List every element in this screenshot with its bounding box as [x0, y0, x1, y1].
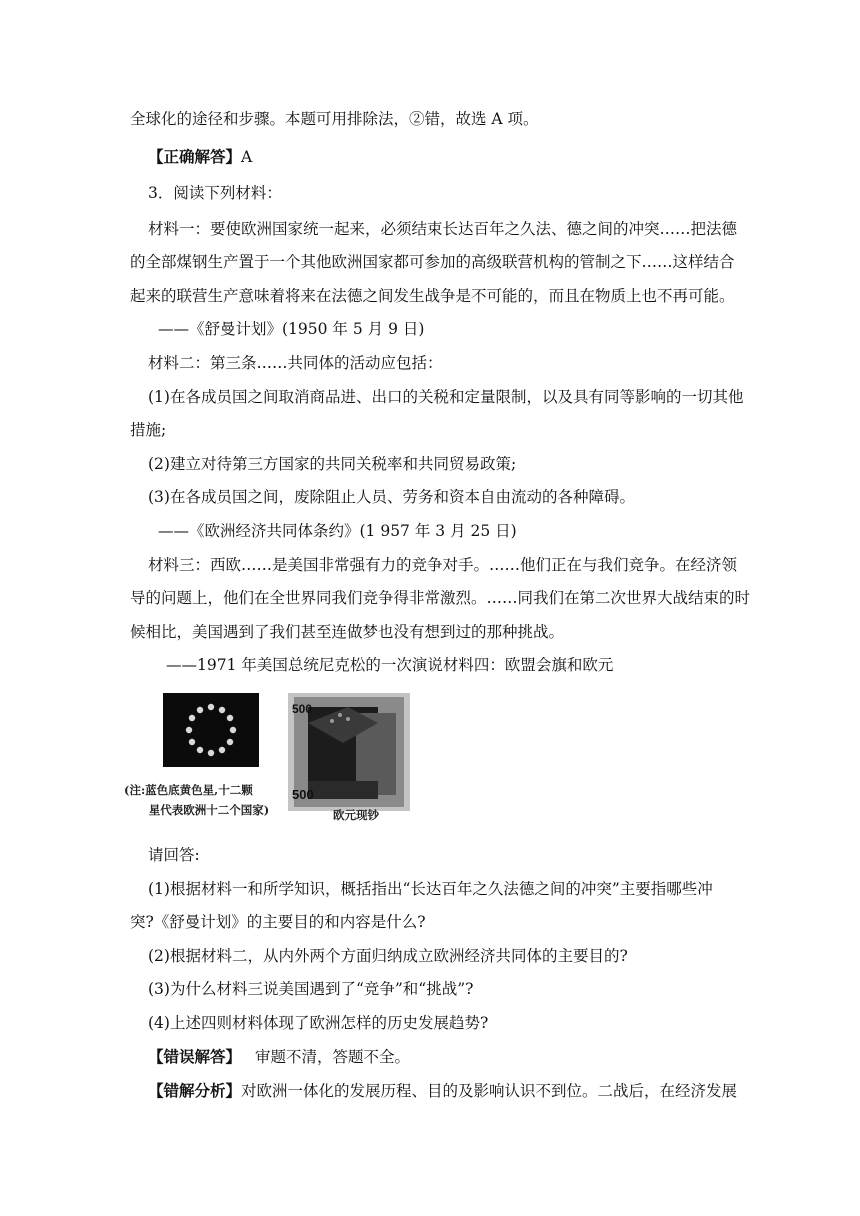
eu-flag-image [163, 693, 259, 767]
text-line-1: 全球化的途径和步骤。本题可用排除法，②错，故选 A 项。 [130, 110, 539, 128]
material-1-line-1: 材料一：要使欧洲国家统一起来，必须结束长达百年之久法、德之间的冲突……把法德 [148, 220, 738, 238]
error-analysis-text: 对欧洲一体化的发展历程、目的及影响认识不到位。二战后，在经济发展 [241, 1082, 738, 1100]
euro-banknote-image [288, 693, 410, 811]
material-2-item-1: (1)在各成员国之间取消商品进、出口的关税和定量限制，以及具有同等影响的一切其他 [148, 388, 744, 406]
error-analysis-label: 【错解分析】 [148, 1081, 242, 1100]
banknote-value-bottom: 500 [292, 787, 314, 802]
question-2: (2)根据材料二，从内外两个方面归纳成立欧洲经济共同体的主要目的? [148, 947, 628, 965]
material-3-source: ——1971 年美国总统尼克松的一次演说材料四：欧盟会旗和欧元 [166, 656, 614, 674]
material-3-line-1: 材料三：西欧……是美国非常强有力的竞争对手。……他们正在与我们竞争。在经济领 [148, 556, 738, 574]
error-analysis-line [148, 1081, 737, 1101]
material-1-source: ——《舒曼计划》(1950 年 5 月 9 日) [158, 320, 425, 338]
material-3-line-2: 导的问题上，他们在全世界同我们竞争得非常激烈。……同我们在第二次世界大战结束的时 [130, 589, 751, 607]
material-2-source: ——《欧洲经济共同体条约》(1 957 年 3 月 25 日) [158, 522, 517, 540]
material-3-line-3: 候相比，美国遇到了我们甚至连做梦也没有想到过的那种挑战。 [130, 623, 565, 641]
material-1-line-3: 起来的联营生产意味着将来在法德之间发生战争是不可能的，而且在物质上也不再可能。 [130, 287, 735, 305]
correct-answer-label: 【正确解答】 [148, 147, 242, 166]
flag-note-line-2: 星代表欧洲十二个国家) [148, 803, 270, 817]
question-3: (3)为什么材料三说美国遇到了“竞争”和“挑战”? [148, 980, 474, 998]
material-1-line-2: 的全部煤钢生产置于一个其他欧洲国家都可参加的高级联营机构的管制之下……这样结合 [130, 253, 735, 271]
wrong-answer-line [148, 1047, 410, 1067]
banknote-caption: 欧元现钞 [333, 808, 379, 822]
material-2-heading: 材料二：第三条……共同体的活动应包括： [148, 354, 443, 372]
question-heading: 3．阅读下列材料： [148, 184, 282, 202]
material-2-item-3: (3)在各成员国之间，废除阻止人员、劳务和资本自由流动的各种障碍。 [148, 488, 635, 506]
material-2-item-1-cont: 措施; [130, 421, 167, 439]
material-2-item-2: (2)建立对待第三方国家的共同关税率和共同贸易政策; [148, 455, 517, 473]
answer-line [148, 147, 252, 167]
correct-answer-value: A [241, 148, 253, 166]
eu-flag-stars [163, 693, 259, 767]
euro-banknote-graphic [288, 693, 410, 811]
question-4: (4)上述四则材料体现了欧洲怎样的历史发展趋势? [148, 1014, 489, 1032]
wrong-answer-label: 【错误解答】 [148, 1047, 242, 1066]
questions-heading: 请回答: [148, 846, 200, 864]
wrong-answer-text: 审题不清，答题不全。 [255, 1048, 411, 1066]
question-1-line-2: 突?《舒曼计划》的主要目的和内容是什么? [130, 913, 426, 931]
flag-note-line-1: (注:蓝色底黄色星,十二颗 [124, 783, 253, 797]
question-1-line-1: (1)根据材料一和所学知识，概括指出“长达百年之久法德之间的冲突”主要指哪些冲 [148, 880, 713, 898]
flag-note [124, 780, 294, 820]
banknote-value-top: 500 [292, 702, 313, 716]
